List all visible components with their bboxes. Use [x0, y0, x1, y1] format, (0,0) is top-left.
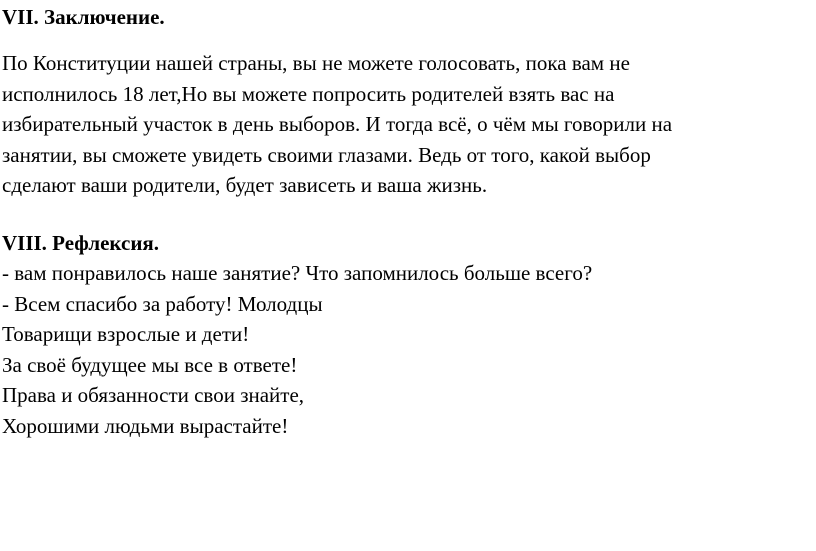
- poem-line: Товарищи взрослые и дети!: [2, 322, 250, 346]
- reflection-question: - вам понравилось наше занятие? Что запомнилось больше всего?: [2, 261, 593, 285]
- paragraph-line: сделают ваши родители, будет зависеть и ваша жизнь.: [2, 173, 488, 197]
- poem-line: Хорошими людьми вырастайте!: [2, 413, 289, 438]
- poem-line: Права и обязанности свои знайте,: [2, 383, 305, 407]
- poem-line: За своё будущее мы все в ответе!: [2, 352, 298, 377]
- conclusion-paragraph: [2, 48, 812, 201]
- paragraph-line: занятии, вы сможете увидеть своими глазами. Ведь от того, какой выбор: [2, 142, 651, 167]
- section-heading-reflection: VIII. Рефлексия.: [2, 231, 160, 255]
- reflection-thanks: - Всем спасибо за работу! Молодцы: [2, 291, 323, 316]
- paragraph-line: По Конституции нашей страны, вы не можете голосовать, пока вам не: [2, 51, 630, 75]
- section-heading-conclusion: VII. Заключение.: [2, 5, 165, 29]
- reflection-lines: [2, 258, 592, 441]
- paragraph-line: избирательный участок в день выборов. И тогда всё, о чём мы говорили на: [2, 112, 673, 136]
- paragraph-line: исполнилось 18 лет,Но вы можете попросить родителей взять вас на: [2, 81, 615, 106]
